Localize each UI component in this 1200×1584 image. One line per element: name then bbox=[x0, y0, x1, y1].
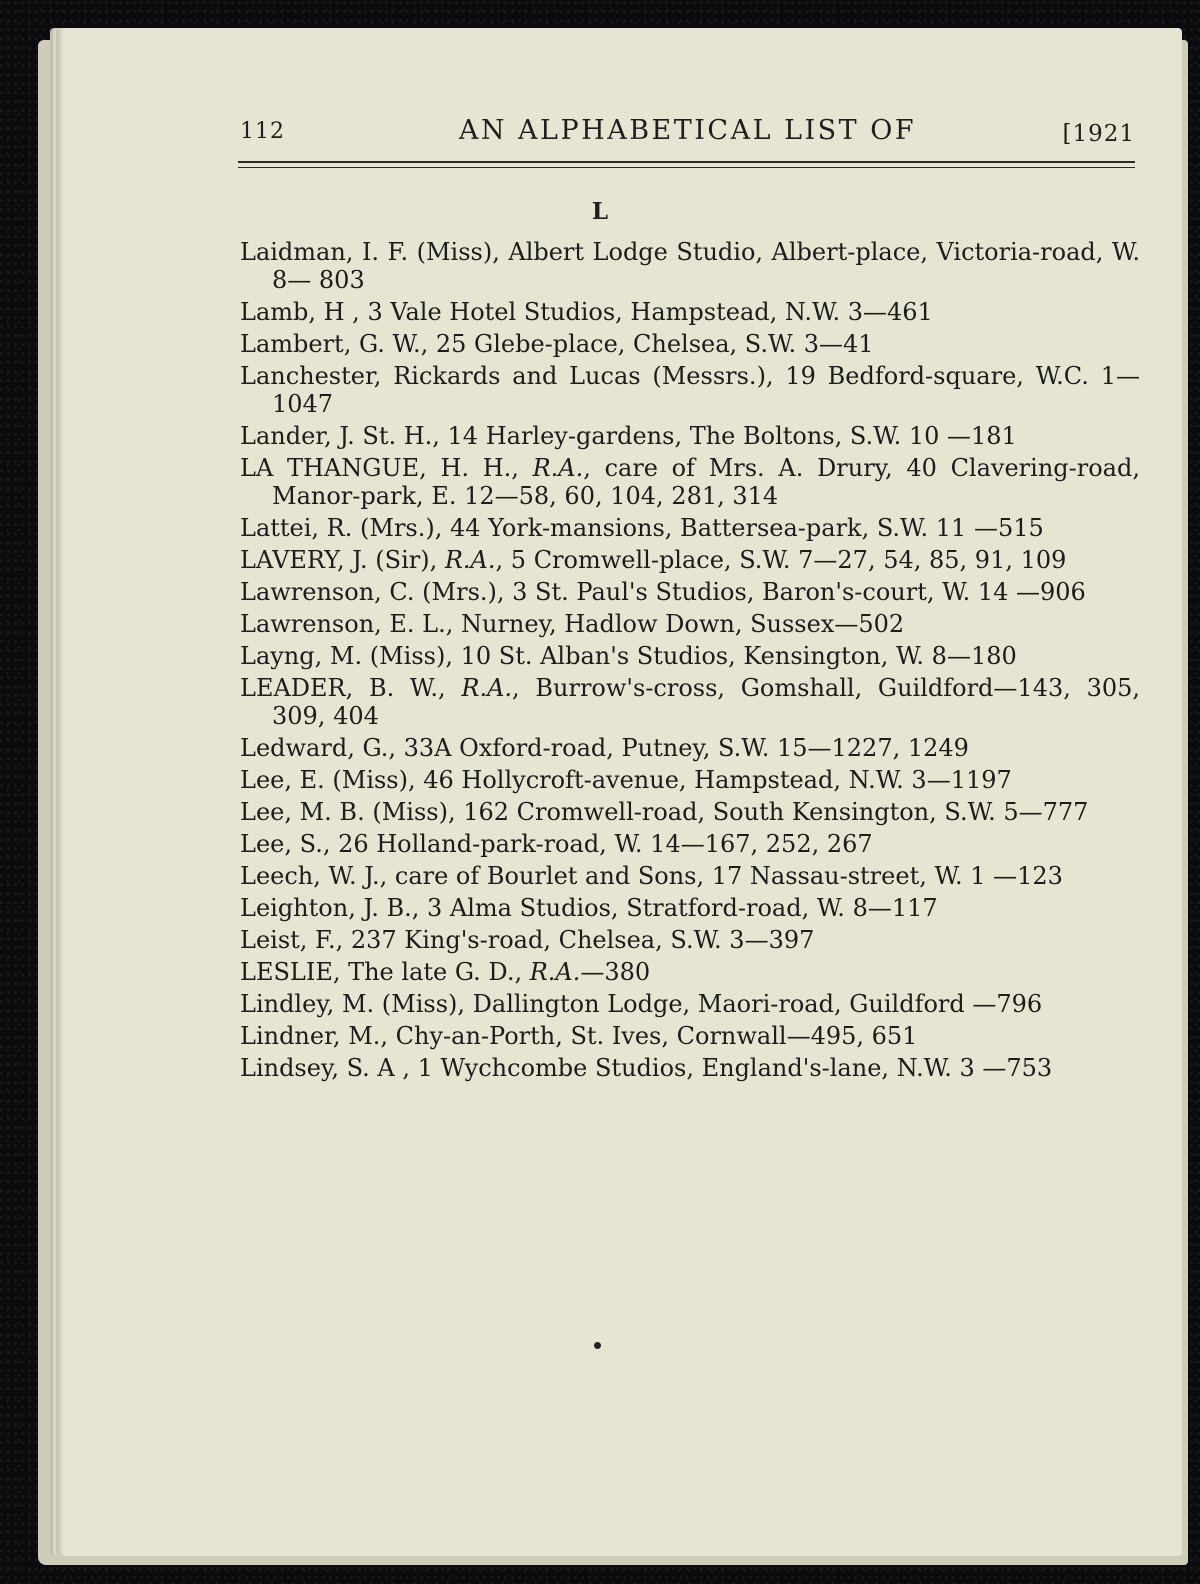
entry-name: LEADER, B. W., bbox=[240, 674, 462, 702]
entry-name: LESLIE, The late G. D., bbox=[240, 958, 530, 986]
page-number: 112 bbox=[240, 119, 285, 144]
directory-entry: Lee, M. B. (Miss), 162 Cromwell-road, South Kensington, S.W. 5—777 bbox=[240, 798, 1089, 826]
running-header bbox=[240, 113, 1135, 157]
directory-entry: Lindsey, S. A , 1 Wychcombe Studios, England's-lane, N.W. 3 —753 bbox=[240, 1054, 1053, 1082]
directory-entry: Lawrenson, C. (Mrs.), 3 St. Paul's Studios, Baron's-court, W. 14 —906 bbox=[240, 578, 1086, 606]
ink-dot bbox=[594, 1342, 601, 1349]
directory-entry: Lindner, M., Chy-an-Porth, St. Ives, Cornwall—495, 651 bbox=[240, 1022, 918, 1050]
directory-entry: Layng, M. (Miss), 10 St. Alban's Studios, Kensington, W. 8—180 bbox=[240, 642, 1017, 670]
directory-entry: Laidman, I. F. (Miss), Albert Lodge Studio, Albert-place, Victoria-road, W. 8— 803 bbox=[240, 238, 1140, 294]
directory-entry: Lander, J. St. H., 14 Harley-gardens, The Boltons, S.W. 10 —181 bbox=[240, 422, 1017, 450]
directory-entry: Lambert, G. W., 25 Glebe-place, Chelsea, S.W. 3—41 bbox=[240, 330, 874, 358]
directory-entry: Leech, W. J., care of Bourlet and Sons, 17 Nassau-street, W. 1 —123 bbox=[240, 862, 1063, 890]
directory-entry bbox=[240, 958, 1140, 986]
directory-entry: Lawrenson, E. L., Nurney, Hadlow Down, Sussex—502 bbox=[240, 610, 905, 638]
directory-entry bbox=[240, 674, 1140, 730]
entry-details: , Burrow's-cross, Gomshall, Guildford—143, 305, 309, 404 bbox=[272, 674, 1141, 730]
directory-entry: Lanchester, Rickards and Lucas (Messrs.), 19 Bedford-square, W.C. 1—1047 bbox=[240, 362, 1140, 418]
entry-title-ra: R.A. bbox=[444, 546, 496, 574]
header-rule-thin bbox=[238, 167, 1135, 168]
directory-entry: Ledward, G., 33A Oxford-road, Putney, S.W. 15—1227, 1249 bbox=[240, 734, 969, 762]
entry-name: LA THANGUE, H. H., bbox=[240, 454, 533, 482]
directory-entry: Leist, F., 237 King's-road, Chelsea, S.W. 3—397 bbox=[240, 926, 815, 954]
entry-details: , 5 Cromwell-place, S.W. 7—27, 54, 85, 91, 109 bbox=[495, 546, 1067, 574]
header-rule-thick bbox=[238, 161, 1135, 163]
header-year: [1921 bbox=[1062, 121, 1135, 147]
entry-title-ra: R.A. bbox=[532, 454, 584, 482]
directory-entry: Lamb, H , 3 Vale Hotel Studios, Hampstead, N.W. 3—461 bbox=[240, 298, 933, 326]
entry-title-ra: R.A. bbox=[529, 958, 581, 986]
directory-entry: Leighton, J. B., 3 Alma Studios, Stratford-road, W. 8—117 bbox=[240, 894, 938, 922]
directory-entry bbox=[240, 546, 1140, 574]
entry-details: —380 bbox=[580, 958, 651, 986]
directory-entry: Lee, E. (Miss), 46 Hollycroft-avenue, Hampstead, N.W. 3—1197 bbox=[240, 766, 1012, 794]
entry-list bbox=[240, 238, 1140, 1086]
directory-entry bbox=[240, 454, 1140, 510]
entry-details: , care of Mrs. A. Drury, 40 Clavering-road, Manor-park, E. 12—58, 60, 104, 281, 314 bbox=[272, 454, 1140, 510]
section-letter: L bbox=[591, 198, 609, 225]
directory-entry: Lindley, M. (Miss), Dallington Lodge, Maori-road, Guildford —796 bbox=[240, 990, 1043, 1018]
header-title: AN ALPHABETICAL LIST OF bbox=[458, 115, 917, 146]
directory-entry: Lattei, R. (Mrs.), 44 York-mansions, Battersea-park, S.W. 11 —515 bbox=[240, 514, 1044, 542]
directory-entry: Lee, S., 26 Holland-park-road, W. 14—167, 252, 267 bbox=[240, 830, 873, 858]
entry-name: LAVERY, J. (Sir), bbox=[240, 546, 445, 574]
entry-title-ra: R.A. bbox=[461, 674, 513, 702]
